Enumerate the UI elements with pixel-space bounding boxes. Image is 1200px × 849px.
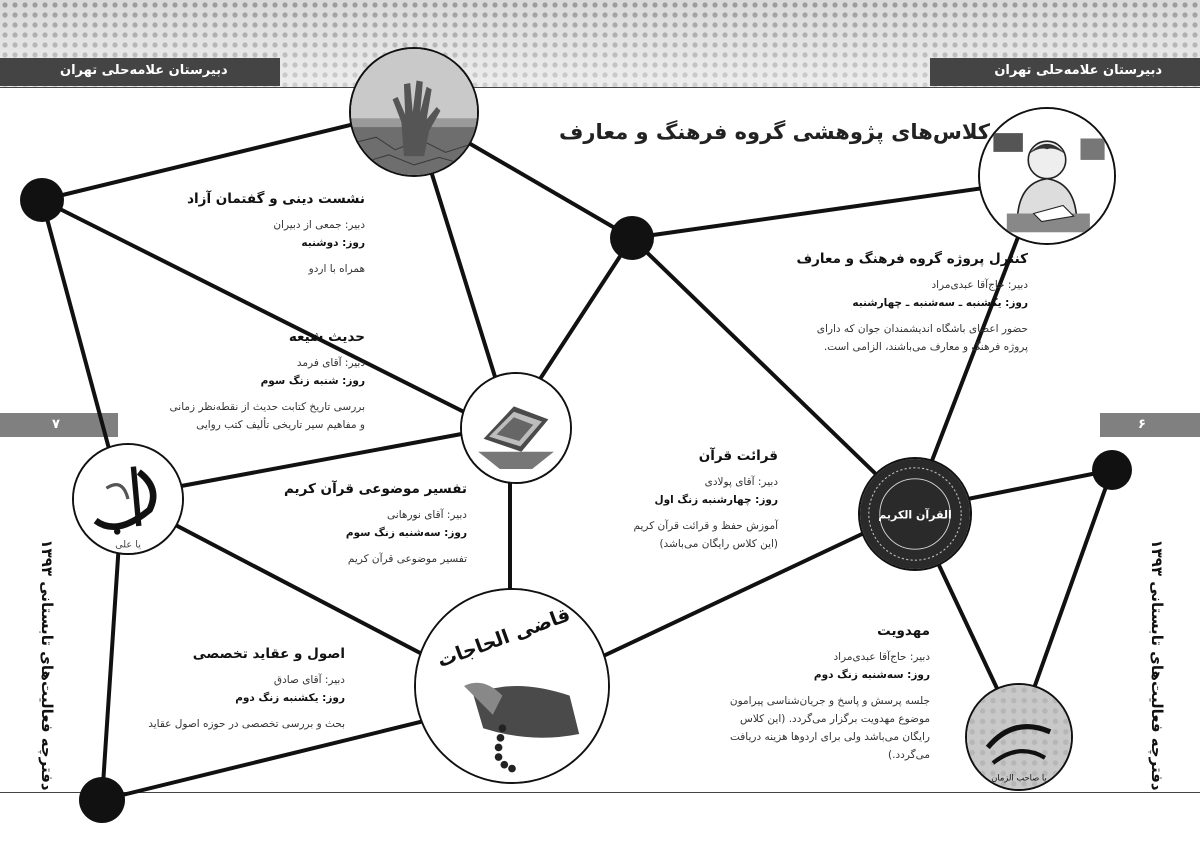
section-title: نشست دینی و گفتمان آزاد bbox=[187, 191, 365, 207]
node-dot bbox=[1092, 450, 1132, 490]
section-desc-line: بررسی تاریخ کتابت حدیث از نقطه‌نظر زمانی bbox=[169, 401, 365, 413]
side-title-right: دفترچه فعالیت‌های تابستانی ۱۳۹۳ bbox=[1148, 539, 1166, 791]
section-neshast bbox=[85, 190, 365, 278]
section-desc-line: حضور اعضای باشگاه اندیشمندان جوان که دارای bbox=[816, 323, 1028, 335]
hand-earth-image bbox=[349, 47, 479, 177]
ya-ali-calligraphy bbox=[72, 443, 184, 555]
section-day: روز: سه‌شنبه زنگ سوم bbox=[345, 527, 467, 539]
section-teacher: دبیر: آقای فرمد bbox=[296, 357, 365, 369]
school-name-left: دبیرستان علامه‌حلی تهران bbox=[60, 63, 228, 78]
section-osool bbox=[45, 645, 345, 733]
mahdi-calligraphy bbox=[965, 683, 1073, 791]
node-dot bbox=[79, 777, 125, 823]
section-desc-line: پروژه فرهنگ و معارف می‌باشند، الزامی است. bbox=[823, 341, 1028, 353]
section-title: حدیث شیعه bbox=[288, 329, 365, 345]
ya-qazi-text: یا قاضی الحاجات bbox=[434, 595, 594, 673]
section-title: تفسیر موضوعی قرآن کریم bbox=[283, 481, 467, 497]
section-teacher: دبیر: آقای نورهانی bbox=[387, 509, 467, 521]
section-qiraat bbox=[538, 447, 778, 553]
section-title: کنترل پروژه گروه فرهنگ و معارف bbox=[796, 251, 1028, 267]
node-dot bbox=[610, 216, 654, 260]
al-quran-calligraphy bbox=[858, 457, 972, 571]
section-title: قرائت قرآن bbox=[698, 448, 778, 464]
section-teacher: دبیر: آقای صادق bbox=[273, 674, 345, 686]
section-day: روز: یکشنبه ـ سه‌شنبه ـ چهارشنبه bbox=[852, 297, 1028, 309]
section-day: روز: دوشنبه bbox=[301, 237, 365, 249]
section-title: اصول و عقاید تخصصی bbox=[192, 646, 345, 662]
section-control bbox=[728, 250, 1028, 356]
section-hadith bbox=[65, 328, 365, 434]
section-day: روز: سه‌شنبه زنگ دوم bbox=[813, 669, 930, 681]
section-desc-line: تفسیر موضوعی قرآن کریم bbox=[347, 553, 467, 565]
section-teacher: دبیر: جمعی از دبیران bbox=[273, 219, 365, 231]
page-number-left: ۷ bbox=[52, 417, 60, 432]
prayer-beads-hand-image bbox=[414, 588, 610, 784]
ya-ali-text: یا علی bbox=[115, 539, 141, 551]
section-day: روز: یکشنبه زنگ دوم bbox=[235, 692, 345, 704]
mahdi-text: یا صاحب الزمان bbox=[991, 772, 1047, 783]
section-day: روز: چهارشنبه زنگ اول bbox=[654, 494, 778, 506]
section-teacher: دبیر: حاج‌آقا عبدی‌مراد bbox=[931, 279, 1028, 291]
section-teacher: دبیر: حاج‌آقا عبدی‌مراد bbox=[833, 651, 930, 663]
section-desc-line: بحث و بررسی تخصصی در حوزه اصول عقاید bbox=[148, 718, 345, 730]
section-desc-line: می‌گردد.) bbox=[888, 749, 930, 761]
section-desc-line: همراه با اردو bbox=[308, 263, 365, 275]
side-title-left: دفترچه فعالیت‌های تابستانی ۱۳۹۳ bbox=[38, 539, 56, 791]
section-desc-line: (این کلاس رایگان می‌باشد) bbox=[659, 538, 778, 550]
section-tafsir bbox=[207, 480, 467, 568]
section-mahdaviat bbox=[680, 622, 930, 764]
section-desc-line: جلسه پرسش و پاسخ و جریان‌شناسی پیرامون bbox=[729, 695, 930, 707]
school-name-right: دبیرستان علامه‌حلی تهران bbox=[994, 63, 1162, 78]
section-day: روز: شنبه زنگ سوم bbox=[260, 375, 365, 387]
section-desc-line: آموزش حفظ و قرائت قرآن کریم bbox=[633, 520, 778, 532]
section-desc-line: و مفاهیم سیر تاریخی تألیف کتب روایی bbox=[196, 419, 365, 431]
node-dot bbox=[20, 178, 64, 222]
section-desc-line: موضوع مهدویت برگزار می‌گردد. (این کلاس bbox=[740, 713, 930, 725]
student-reading-image bbox=[978, 107, 1116, 245]
section-teacher: دبیر: آقای پولادی bbox=[704, 476, 778, 488]
page-title: کلاس‌های پژوهشی گروه فرهنگ و معارف bbox=[558, 120, 990, 144]
section-title: مهدویت bbox=[877, 623, 930, 639]
section-desc-line: رایگان می‌باشد ولی برای اردوها هزینه دریافت bbox=[729, 731, 930, 743]
page-number-right: ۶ bbox=[1138, 417, 1146, 432]
al-quran-text: القرآن الکریم bbox=[878, 508, 952, 522]
